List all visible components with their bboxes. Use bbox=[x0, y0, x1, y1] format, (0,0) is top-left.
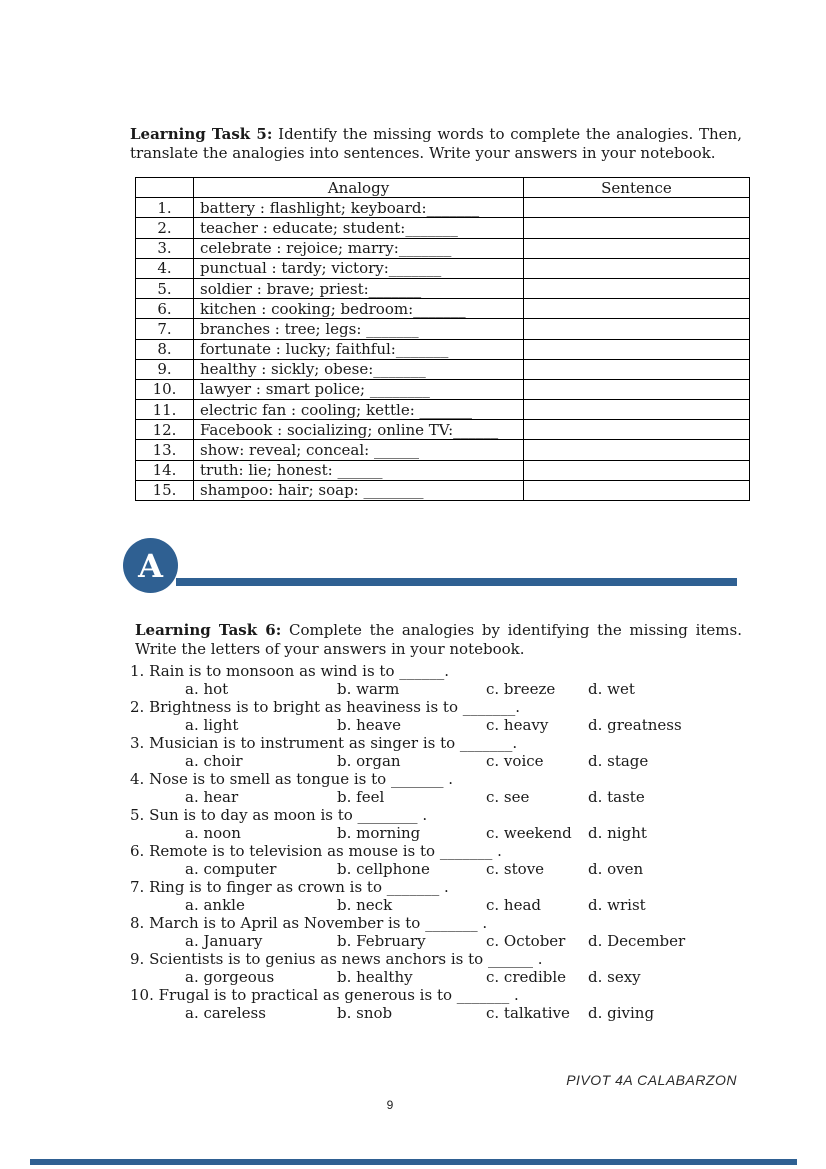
choices-line bbox=[130, 1004, 750, 1022]
question-line bbox=[130, 770, 750, 788]
question-text: Sun is to day as moon is to ________ . bbox=[149, 806, 428, 824]
sentence-cell bbox=[524, 198, 750, 218]
sentence-cell bbox=[524, 319, 750, 339]
choice-option: b. heave bbox=[337, 716, 401, 734]
question-text: March is to April as November is to _______ . bbox=[149, 914, 488, 932]
sentence-cell bbox=[524, 218, 750, 238]
question-line bbox=[130, 734, 750, 752]
table-row bbox=[136, 258, 750, 278]
choice-option: d. night bbox=[588, 824, 647, 842]
choice-option: c. October bbox=[486, 932, 566, 950]
table-header-row bbox=[136, 178, 750, 198]
choice-option: b. morning bbox=[337, 824, 421, 842]
sentence-cell bbox=[524, 440, 750, 460]
table-row bbox=[136, 420, 750, 440]
choice-option: d. greatness bbox=[588, 716, 682, 734]
question-line bbox=[130, 914, 750, 932]
sentence-cell bbox=[524, 299, 750, 319]
table-row bbox=[136, 359, 750, 379]
question-line bbox=[130, 986, 750, 1004]
choice-option: d. wet bbox=[588, 680, 635, 698]
analogy-cell: teacher : educate; student:_______ bbox=[194, 218, 524, 238]
footer-brand: PIVOT 4A CALABARZON bbox=[566, 1072, 737, 1088]
row-number: 15. bbox=[136, 480, 194, 500]
choice-option: c. see bbox=[486, 788, 530, 806]
choice-option: a. ankle bbox=[185, 896, 245, 914]
analogy-cell: show: reveal; conceal: ______ bbox=[194, 440, 524, 460]
choice-option: c. voice bbox=[486, 752, 544, 770]
question-line bbox=[130, 698, 750, 716]
table-row bbox=[136, 218, 750, 238]
question-line bbox=[130, 842, 750, 860]
choices-line bbox=[130, 752, 750, 770]
sentence-cell bbox=[524, 400, 750, 420]
header-analogy: Analogy bbox=[194, 178, 524, 198]
task6-instructions bbox=[135, 621, 742, 659]
sentence-cell bbox=[524, 339, 750, 359]
analogy-cell: truth: lie; honest: ______ bbox=[194, 460, 524, 480]
table-row bbox=[136, 440, 750, 460]
choice-option: d. wrist bbox=[588, 896, 646, 914]
choices-line bbox=[130, 680, 750, 698]
question-text: Remote is to television as mouse is to _______ . bbox=[149, 842, 502, 860]
task6-body: Complete the analogies by identifying the missing items. Write the letters of your answers in your notebook. bbox=[135, 621, 742, 658]
choice-option: a. hot bbox=[185, 680, 229, 698]
choice-option: a. light bbox=[185, 716, 239, 734]
choice-option: c. heavy bbox=[486, 716, 549, 734]
choice-option: c. weekend bbox=[486, 824, 572, 842]
choice-option: b. cellphone bbox=[337, 860, 430, 878]
question-line bbox=[130, 662, 750, 680]
choice-option: a. computer bbox=[185, 860, 277, 878]
task5-instructions bbox=[130, 125, 742, 163]
question-text: Scientists is to genius as news anchors is to ______ . bbox=[149, 950, 543, 968]
choice-option: d. taste bbox=[588, 788, 645, 806]
question-number: 5. bbox=[130, 806, 145, 824]
sentence-cell bbox=[524, 480, 750, 500]
choice-option: d. December bbox=[588, 932, 686, 950]
choice-option: a. noon bbox=[185, 824, 241, 842]
analogy-cell: punctual : tardy; victory:_______ bbox=[194, 258, 524, 278]
question-number: 4. bbox=[130, 770, 145, 788]
table-row bbox=[136, 339, 750, 359]
analogy-table bbox=[135, 177, 750, 501]
table-row bbox=[136, 278, 750, 298]
question-text: Musician is to instrument as singer is to _______. bbox=[149, 734, 518, 752]
header-number bbox=[136, 178, 194, 198]
choice-option: d. oven bbox=[588, 860, 644, 878]
task5-body: Identify the missing words to complete the analogies. Then, translate the analogies into sentences. Write your answers in your notebook. bbox=[130, 125, 742, 162]
row-number: 3. bbox=[136, 238, 194, 258]
analogy-cell: electric fan : cooling; kettle: _______ bbox=[194, 400, 524, 420]
sentence-cell bbox=[524, 258, 750, 278]
choices-line bbox=[130, 896, 750, 914]
choice-option: b. healthy bbox=[337, 968, 413, 986]
question-number: 6. bbox=[130, 842, 145, 860]
choices-line bbox=[130, 824, 750, 842]
question-text: Nose is to smell as tongue is to _______ . bbox=[149, 770, 454, 788]
choice-option: b. snob bbox=[337, 1004, 393, 1022]
footer-bar bbox=[30, 1159, 797, 1165]
task5-title: Learning Task 5: bbox=[130, 125, 273, 143]
row-number: 6. bbox=[136, 299, 194, 319]
row-number: 10. bbox=[136, 379, 194, 399]
questions-list bbox=[130, 662, 750, 1022]
choice-option: a. choir bbox=[185, 752, 243, 770]
sentence-cell bbox=[524, 359, 750, 379]
analogy-cell: celebrate : rejoice; marry:_______ bbox=[194, 238, 524, 258]
sentence-cell bbox=[524, 278, 750, 298]
table-row bbox=[136, 379, 750, 399]
sentence-cell bbox=[524, 238, 750, 258]
header-sentence: Sentence bbox=[524, 178, 750, 198]
table-row bbox=[136, 319, 750, 339]
choices-line bbox=[130, 932, 750, 950]
choices-line bbox=[130, 788, 750, 806]
choice-option: a. January bbox=[185, 932, 263, 950]
row-number: 11. bbox=[136, 400, 194, 420]
row-number: 8. bbox=[136, 339, 194, 359]
analogy-cell: shampoo: hair; soap: ________ bbox=[194, 480, 524, 500]
choice-option: c. credible bbox=[486, 968, 567, 986]
question-number: 8. bbox=[130, 914, 145, 932]
section-a-badge bbox=[123, 538, 178, 593]
choice-option: b. February bbox=[337, 932, 426, 950]
table-row bbox=[136, 198, 750, 218]
choice-option: c. head bbox=[486, 896, 542, 914]
choice-option: b. neck bbox=[337, 896, 393, 914]
row-number: 7. bbox=[136, 319, 194, 339]
choices-line bbox=[130, 716, 750, 734]
question-text: Frugal is to practical as generous is to _______ . bbox=[158, 986, 519, 1004]
analogy-cell: kitchen : cooking; bedroom:_______ bbox=[194, 299, 524, 319]
section-divider-bar bbox=[176, 578, 737, 586]
row-number: 14. bbox=[136, 460, 194, 480]
table-row bbox=[136, 299, 750, 319]
choice-option: d. sexy bbox=[588, 968, 641, 986]
analogy-cell: healthy : sickly; obese:_______ bbox=[194, 359, 524, 379]
table-row bbox=[136, 238, 750, 258]
task6-title: Learning Task 6: bbox=[135, 621, 282, 639]
choice-option: c. stove bbox=[486, 860, 545, 878]
analogy-cell: branches : tree; legs: _______ bbox=[194, 319, 524, 339]
choices-line bbox=[130, 860, 750, 878]
analogy-cell: Facebook : socializing; online TV:______ bbox=[194, 420, 524, 440]
choice-option: d. giving bbox=[588, 1004, 655, 1022]
question-line bbox=[130, 806, 750, 824]
question-line bbox=[130, 878, 750, 896]
row-number: 4. bbox=[136, 258, 194, 278]
choice-option: a. gorgeous bbox=[185, 968, 275, 986]
question-text: Rain is to monsoon as wind is to ______. bbox=[149, 662, 450, 680]
page-number: 9 bbox=[386, 1098, 394, 1112]
choice-option: a. hear bbox=[185, 788, 239, 806]
choice-option: d. stage bbox=[588, 752, 649, 770]
table-row bbox=[136, 400, 750, 420]
choice-option: b. feel bbox=[337, 788, 385, 806]
choice-option: b. organ bbox=[337, 752, 401, 770]
question-number: 7. bbox=[130, 878, 145, 896]
sentence-cell bbox=[524, 379, 750, 399]
question-number: 2. bbox=[130, 698, 145, 716]
choices-line bbox=[130, 968, 750, 986]
table-row bbox=[136, 460, 750, 480]
sentence-cell bbox=[524, 420, 750, 440]
choice-option: b. warm bbox=[337, 680, 400, 698]
analogy-cell: fortunate : lucky; faithful:_______ bbox=[194, 339, 524, 359]
choice-option: c. talkative bbox=[486, 1004, 570, 1022]
row-number: 9. bbox=[136, 359, 194, 379]
badge-letter: A bbox=[138, 546, 163, 585]
question-number: 3. bbox=[130, 734, 145, 752]
choice-option: c. breeze bbox=[486, 680, 556, 698]
row-number: 2. bbox=[136, 218, 194, 238]
choice-option: a. careless bbox=[185, 1004, 266, 1022]
question-number: 1. bbox=[130, 662, 145, 680]
question-number: 9. bbox=[130, 950, 145, 968]
row-number: 13. bbox=[136, 440, 194, 460]
table-row bbox=[136, 480, 750, 500]
question-line bbox=[130, 950, 750, 968]
analogy-cell: soldier : brave; priest:_______ bbox=[194, 278, 524, 298]
sentence-cell bbox=[524, 460, 750, 480]
row-number: 5. bbox=[136, 278, 194, 298]
row-number: 1. bbox=[136, 198, 194, 218]
analogy-cell: battery : flashlight; keyboard:_______ bbox=[194, 198, 524, 218]
question-number: 10. bbox=[130, 986, 154, 1004]
question-text: Brightness is to bright as heaviness is to _______. bbox=[149, 698, 521, 716]
question-text: Ring is to finger as crown is to _______ . bbox=[149, 878, 449, 896]
row-number: 12. bbox=[136, 420, 194, 440]
analogy-cell: lawyer : smart police; ________ bbox=[194, 379, 524, 399]
